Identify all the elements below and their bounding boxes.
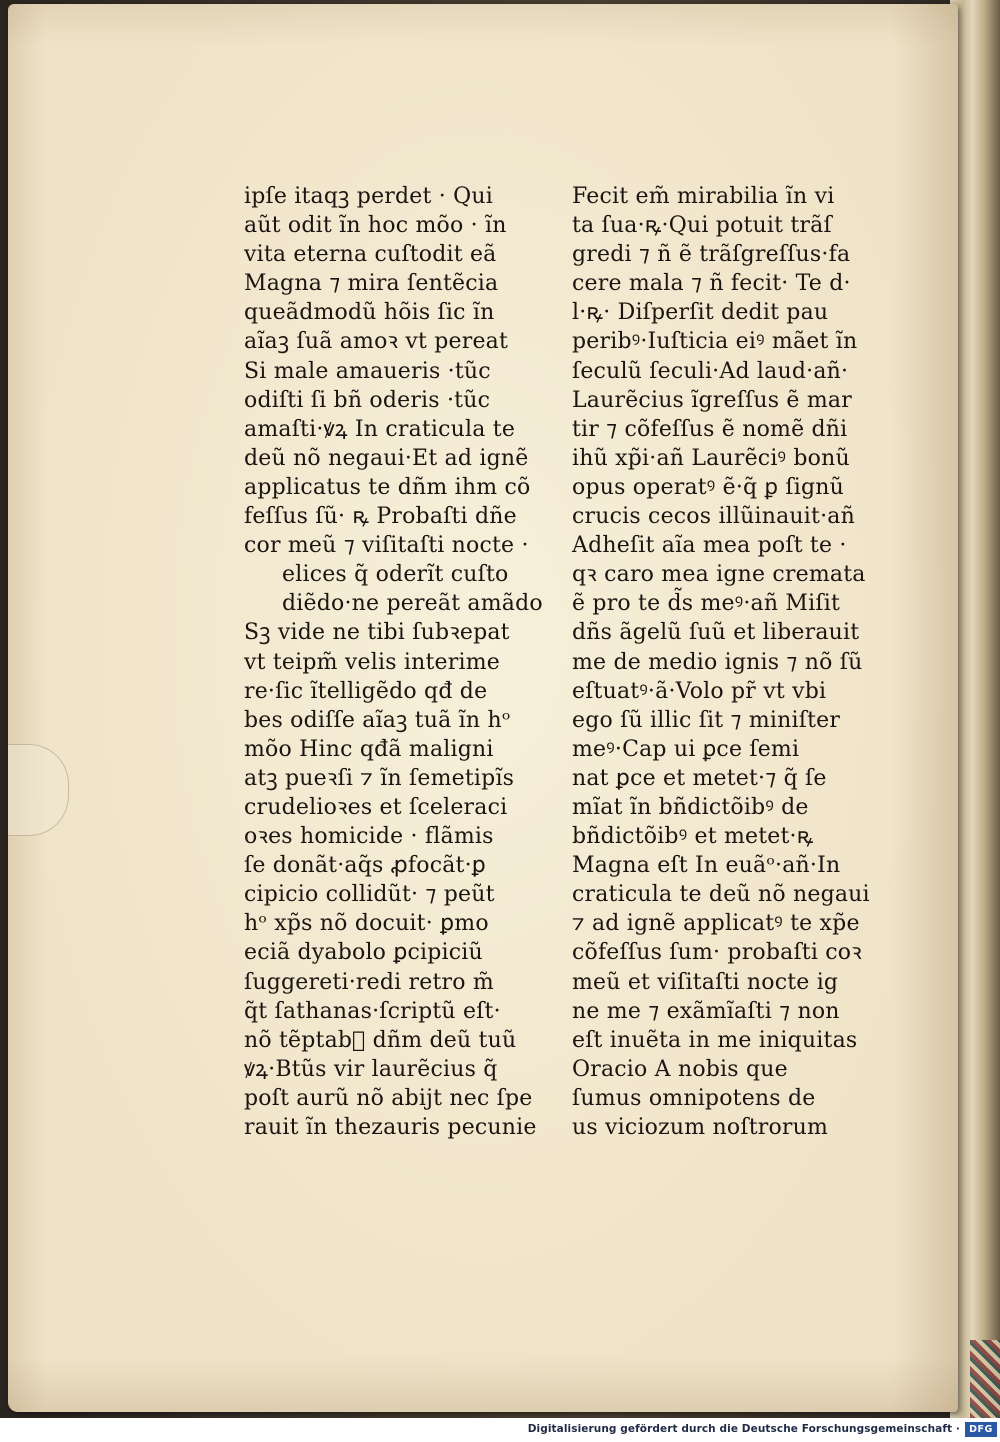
text-line: Si male amaueris ·tũc [244,358,491,384]
text-line: eciã dyabolo ꝑcipiciũ [244,940,483,966]
text-line: ſuggereti·redi retro m̃ [244,969,494,995]
footer-bar [0,1418,1000,1442]
text-line: ⁊ ad ignẽ applicatꝰ te xp̃e [572,911,860,937]
text-line: mĩat ĩn bñdictõibꝰ de [572,794,809,820]
text-line: elices q̃ oderĩt cuſto [282,562,509,588]
text-line: eſt inuẽta in me iniquitas [572,1027,858,1053]
text-line: eſtuatꝰ·ã·Volo pr̃ vt vbi [572,678,827,704]
text-line: vita eterna cuſtodit eã [244,242,497,268]
text-line: opus operatꝰ ẽ·q̃ ꝑ ſignũ [572,474,845,500]
text-line: meꝰ·Cap ui ꝑce ſemi [572,736,800,762]
text-line: queãdmodũ hõis ſic ĩn [244,300,495,326]
text-line: Magna ⁊ mira ſentẽcia [244,271,499,297]
text-line: l·ꝶ· Diſperſit dedit pau [572,300,829,326]
text-line: ſe donãt·aq̃s ꝓfocãt·ꝑ [244,853,486,879]
text-line: oꝛes homicide · flãmis [244,824,494,850]
text-line: hᵒ xp̃s nõ docuit· ꝑmo [244,911,489,937]
text-line: cipicio collidũt· ⁊ peũt [244,882,495,908]
text-line: re·ſic ĩtelligẽdo qđ de [244,678,488,704]
funding-credit: Digitalisierung gefördert durch die Deutsche Forschungsgemeinschaft · [527,1423,960,1435]
text-line: Sꝫ vide ne tibi ſubꝛepat [244,620,510,646]
text-line: vt teipm̃ velis interime [244,649,500,675]
text-line: crudelioꝛes et ſceleraci [244,794,508,820]
text-line: cere mala ⁊ ñ fecit· Te d· [572,271,851,297]
text-line: nat ꝑce et metet·⁊ q̃ ſe [572,765,827,791]
text-line: poſt aurũ nõ abijt nec ſpe [244,1085,533,1111]
text-line: ne me ⁊ exãmĩaſti ⁊ non [572,998,840,1024]
text-line: tir ⁊ cõfeſſus ẽ nomẽ dñi [572,416,848,442]
text-line: crucis cecos illũinauit·añ [572,504,855,530]
text-line: diẽdo·ne pereãt amãdo [282,591,543,617]
text-line: ꝟꝝ·Btũs vir laurẽcius q̃ [244,1056,498,1082]
text-line: ego ſũ illic ſit ⁊ miniſter [572,707,841,733]
text-line: ſeculũ ſeculi·Ad laud·añ· [572,358,849,384]
text-line: craticula te deũ nõ negaui [572,882,870,908]
text-line: Laurẽcius ĩgreſſus ẽ mar [572,387,852,413]
text-line: qꝛ caro mea igne cremata [572,562,866,588]
text-line: odiſti ſi bñ oderis ·tũc [244,387,491,413]
text-line: ſumus omnipotens de [572,1085,816,1111]
text-line: me de medio ignis ⁊ nõ ſũ [572,649,863,675]
text-line: deũ nõ negaui·Et ad ignẽ [244,445,529,471]
text-line: meũ et viſitaſti nocte ig [572,969,839,995]
text-line: q̃t ſathanas·ſcriptũ eſt· [244,998,501,1024]
dfg-logo: DFG [965,1422,997,1437]
text-line: ihũ xp̃i·añ Laurẽciꝰ bonũ [572,445,850,471]
text-line: ipſe itaqꝫ perdet · Qui [244,184,493,209]
text-line: mõo Hinc qđã maligni [244,736,494,762]
text-line: gredi ⁊ ñ ẽ trãſgreſſus·fa [572,242,851,268]
text-line: bes odiſſe aĩaꝫ tuã ĩn hᵒ [244,707,511,733]
text-line: applicatus te dñm ihm cõ [244,474,531,500]
text-line: cõfeſſus ſum· probaſti coꝛ [572,940,862,966]
text-line: peribꝰ·Iuſticia eiꝰ mãet ĩn [572,329,858,355]
text-line: Magna eſt In euãᵒ·añ·In [572,853,841,879]
text-line: bñdictõibꝰ et metet·ꝶ [572,824,814,850]
text-line: Oracio A nobis que [572,1056,788,1082]
text-line: atꝫ pueꝛſi ⁊ ĩn ſemetipĩs [244,765,515,791]
right-text-column [572,182,872,1142]
left-text-column [244,182,544,1142]
text-line: nõ tẽptab᷑ dñm deũ tuũ [244,1027,517,1053]
text-line: aũt odit ĩn hoc mõo · ĩn [244,213,507,239]
text-line: cor meũ ⁊ viſitaſti nocte · [244,533,529,559]
text-line: amaſti·ꝟꝝ In craticula te [244,416,516,442]
text-line: Adheſit aĩa mea poſt te · [572,533,847,559]
text-line: dñs ãgelũ ſuũ et liberauit [572,620,860,646]
text-line: ta ſua·ꝶ·Qui potuit trãſ [572,213,832,239]
text-line: feſſus ſũ· ꝶ Probaſti dñe [244,504,517,530]
text-line: aĩaꝫ ſuã amoꝛ vt pereat [244,329,509,355]
text-line: ẽ pro te d̃s meꝰ·añ Miſit [572,591,841,617]
text-line: rauit ĩn thezauris pecunie [244,1115,537,1140]
text-line: us viciozum noſtrorum [572,1115,829,1140]
text-line: Fecit em̃ mirabilia ĩn vi [572,184,835,209]
